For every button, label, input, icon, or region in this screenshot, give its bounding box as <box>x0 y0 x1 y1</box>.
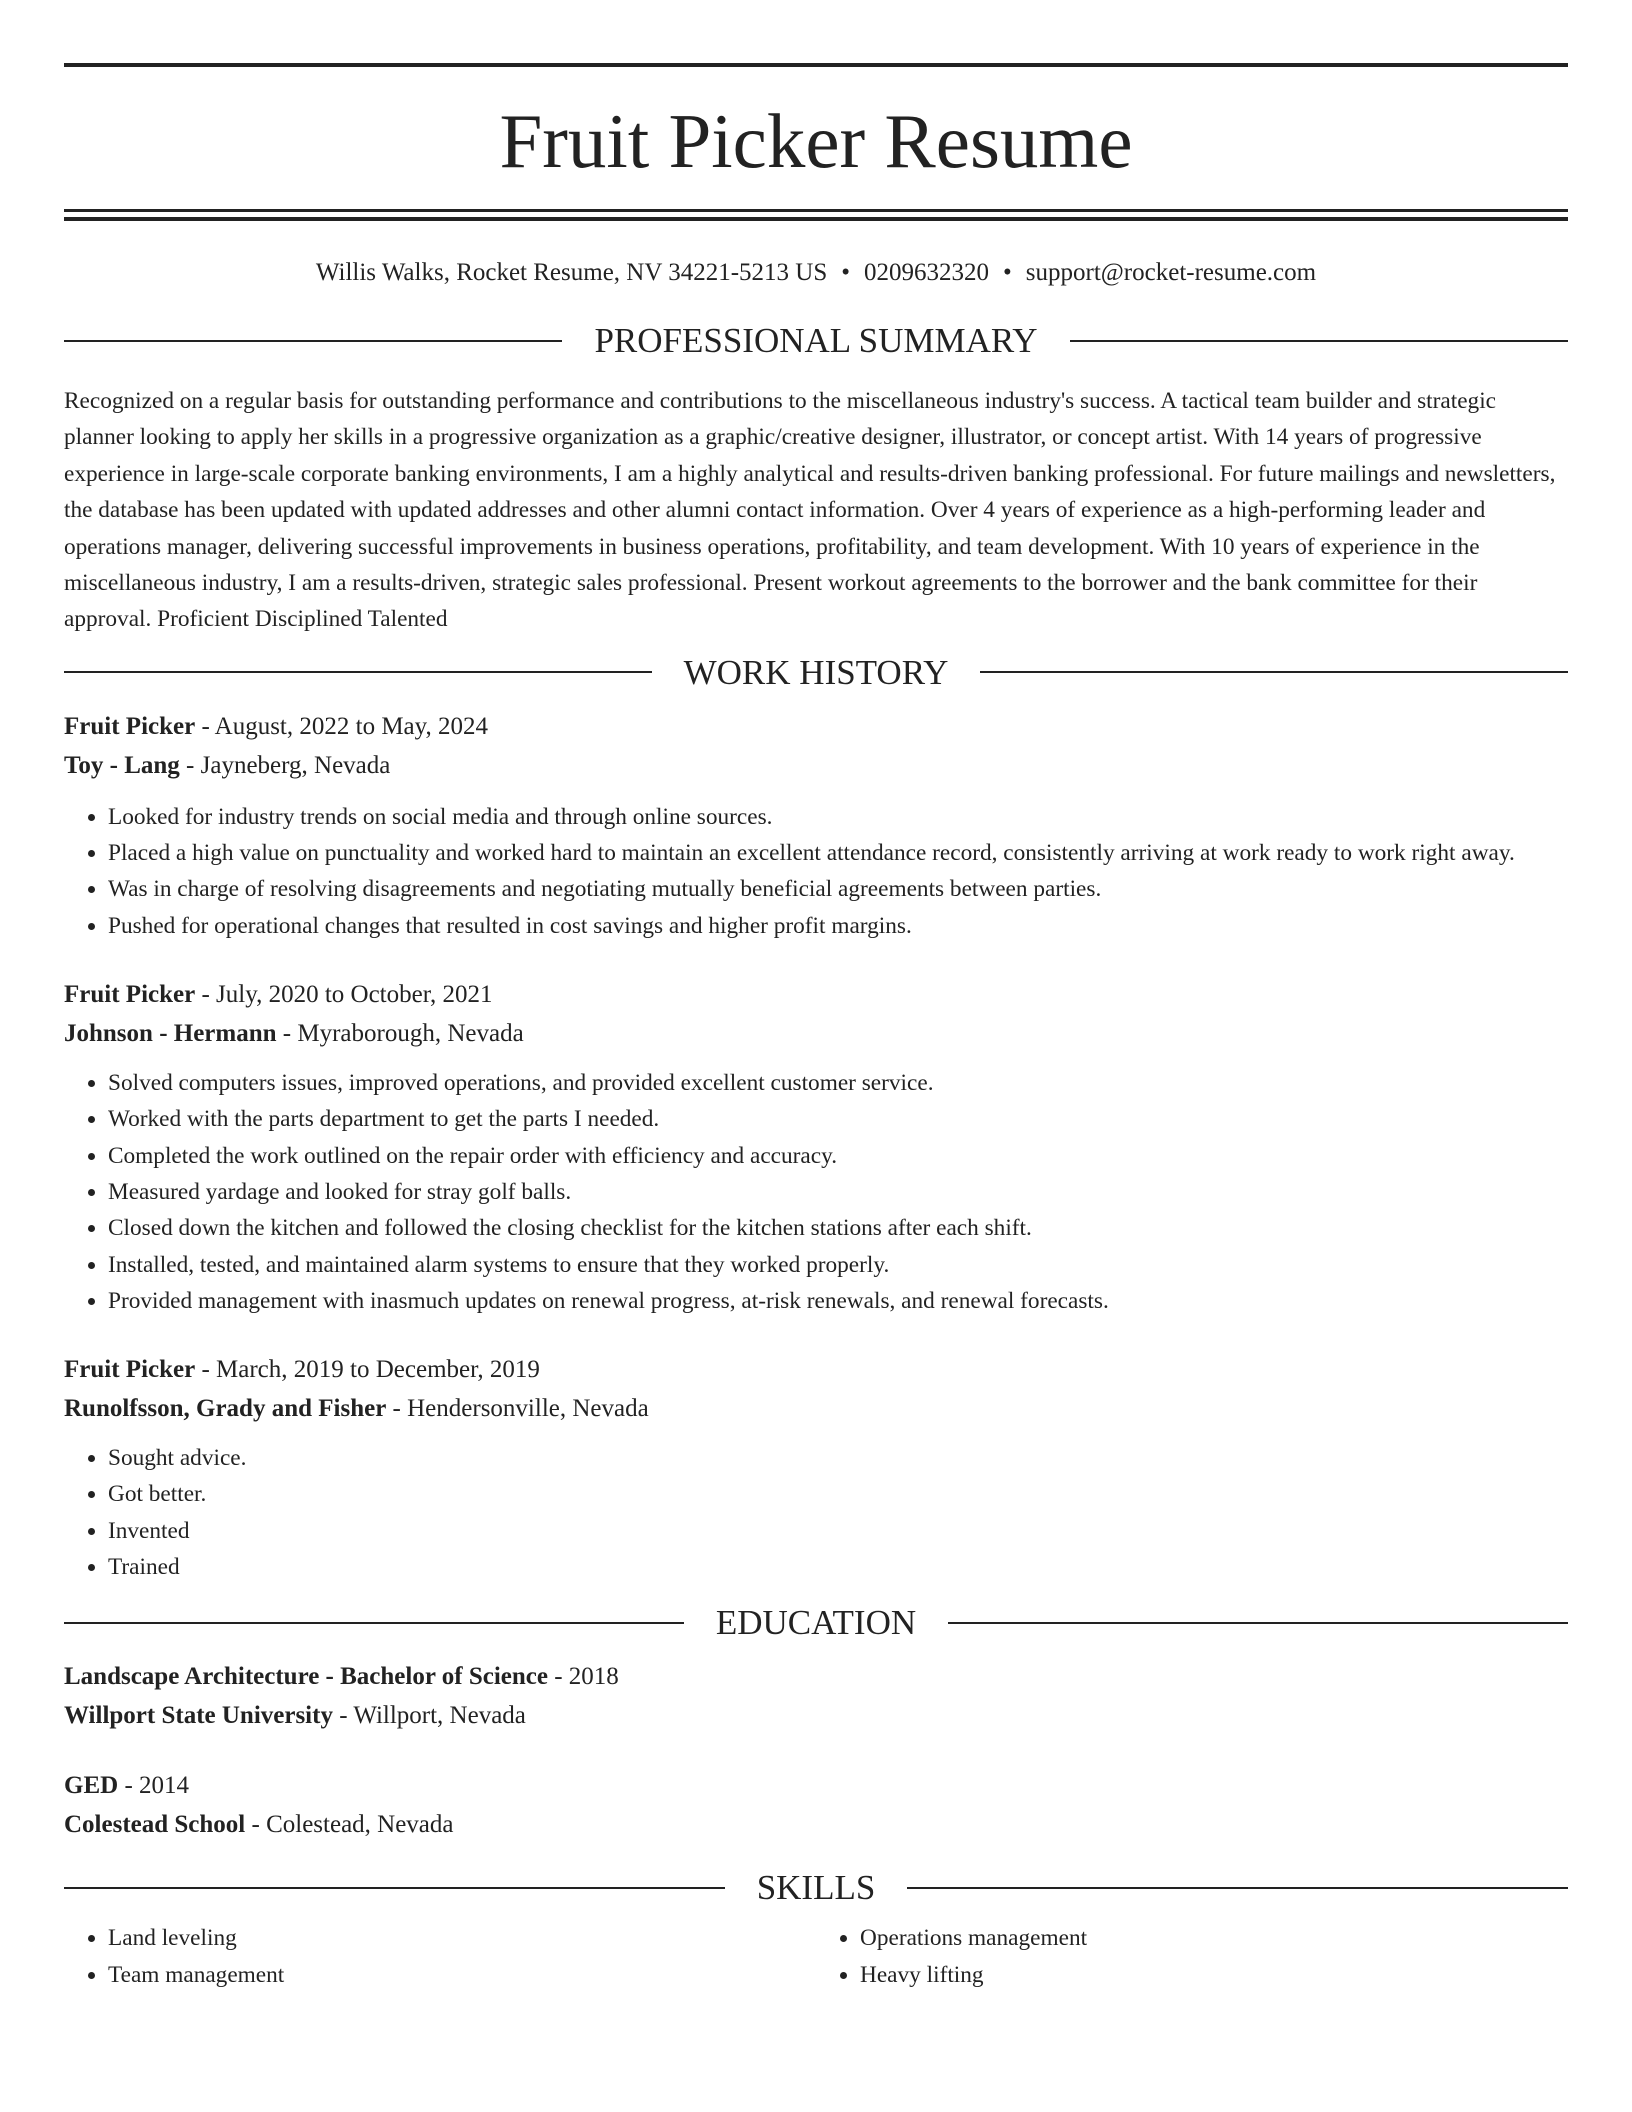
education-location: - Colestead, Nevada <box>245 1811 454 1839</box>
list-item: • Placed a high value on punctuality and worked hard to maintain an excellent attendance record, consistently arriving at work ready to work right away. <box>108 835 1568 871</box>
education-heading <box>64 1603 1568 1643</box>
list-item: • Heavy lifting <box>860 1957 1568 1993</box>
job-location: - Myraborough, Nevada <box>276 1020 524 1048</box>
skills-list-right <box>816 1920 1568 1993</box>
title-double-rule <box>64 209 1568 221</box>
summary-heading <box>64 323 1568 358</box>
list-item: • Measured yardage and looked for stray golf balls. <box>108 1174 1568 1210</box>
job-bullets <box>64 1065 1568 1319</box>
job-entry <box>64 707 1568 944</box>
list-item: • Sought advice. <box>108 1440 1568 1476</box>
list-item: • Was in charge of resolving disagreements and negotiating mutually beneficial agreements between parties. <box>108 871 1568 907</box>
job-dates: - July, 2020 to October, 2021 <box>195 981 493 1009</box>
contact-address: Willis Walks, Rocket Resume, NV 34221-5213 US <box>315 259 828 286</box>
contact-phone: 0209632320 <box>864 259 990 286</box>
list-item: • Installed, tested, and maintained alarm systems to ensure that they worked properly. <box>108 1247 1568 1283</box>
job-company: Johnson - Hermann <box>64 1020 277 1048</box>
work-heading <box>64 652 1568 692</box>
contact-separator: • <box>1003 259 1012 286</box>
education-school-line <box>64 1805 1568 1844</box>
list-item: • Completed the work outlined on the repair order with efficiency and accuracy. <box>108 1138 1568 1174</box>
job-company: Toy - Lang <box>64 751 180 779</box>
list-item: • Solved computers issues, improved operations, and provided excellent customer service. <box>108 1065 1568 1101</box>
list-item: • Land leveling <box>108 1920 816 1956</box>
education-degree: Landscape Architecture - Bachelor of Science <box>64 1663 548 1691</box>
job-title-line <box>64 707 1568 746</box>
education-year: - 2018 <box>547 1663 619 1691</box>
job-company-line <box>64 1389 1568 1428</box>
contact-email: support@rocket-resume.com <box>1025 259 1317 286</box>
job-dates: - August, 2022 to May, 2024 <box>195 712 489 740</box>
education-location: - Willport, Nevada <box>332 1702 526 1730</box>
job-title-line <box>64 975 1568 1014</box>
top-rule <box>64 63 1568 67</box>
education-degree-line <box>64 1657 1568 1696</box>
job-title: Fruit Picker <box>64 981 196 1009</box>
contact-line <box>64 257 1568 289</box>
skills-heading-label: SKILLS <box>756 1868 876 1908</box>
list-item: • Got better. <box>108 1476 1568 1512</box>
skills-heading <box>64 1868 1568 1908</box>
list-item: • Provided management with inasmuch updates on renewal progress, at-risk renewals, and renewal forecasts. <box>108 1283 1568 1319</box>
list-item: • Invented <box>108 1513 1568 1549</box>
list-item: • Closed down the kitchen and followed the closing checklist for the kitchen stations after each shift. <box>108 1210 1568 1246</box>
job-company-line <box>64 1014 1568 1053</box>
contact-separator: • <box>841 259 851 286</box>
work-heading-label: WORK HISTORY <box>683 652 949 692</box>
list-item: • Pushed for operational changes that resulted in cost savings and higher profit margins. <box>108 908 1568 944</box>
job-title: Fruit Picker <box>64 1356 196 1384</box>
job-title-line <box>64 1350 1568 1389</box>
job-location: - Hendersonville, Nevada <box>386 1395 649 1423</box>
job-entry <box>64 1350 1568 1585</box>
education-entry <box>64 1766 1568 1844</box>
education-school-line <box>64 1696 1568 1735</box>
job-dates: - March, 2019 to December, 2019 <box>195 1356 540 1384</box>
list-item: • Operations management <box>860 1920 1568 1956</box>
job-company: Runolfsson, Grady and Fisher <box>64 1395 387 1423</box>
job-company-line <box>64 746 1568 785</box>
education-school: Willport State University <box>64 1702 333 1730</box>
job-entry <box>64 975 1568 1319</box>
job-title: Fruit Picker <box>64 712 196 740</box>
skills-list-left <box>64 1920 816 1993</box>
summary-text: Recognized on a regular basis for outstanding performance and contributions to the miscellaneous industry's success. A tactical team builder and strategic planner looking to apply her skills in a progressive organization as a graphic/creative designer, illustrator, or concept artist. With 14 years of progressive experience in large-scale corporate banking environments, I am a highly analytical and results-driven banking professional. For future mailings and newsletters, the database has been updated with updated addresses and other alumni contact information. Over 4 years of experience as a high-performing leader and operations manager, delivering successful improvements in business operations, profitability, and team development. With 10 years of experience in the miscellaneous industry, I am a results-driven, strategic sales professional. Present workout agreements to the borrower and the bank committee for their approval. Proficient Disciplined Talented <box>64 388 1556 633</box>
list-item: • Team management <box>108 1957 816 1993</box>
page-title: Fruit Picker Resume <box>499 98 1133 184</box>
list-item: • Worked with the parts department to get the parts I needed. <box>108 1101 1568 1137</box>
education-entry <box>64 1657 1568 1735</box>
job-bullets <box>64 1440 1568 1585</box>
skills-grid <box>64 1920 1568 1993</box>
summary-heading-label: PROFESSIONAL SUMMARY <box>594 321 1038 360</box>
education-year: - 2014 <box>118 1772 190 1800</box>
education-heading-label: EDUCATION <box>715 1603 917 1643</box>
job-bullets <box>64 799 1568 944</box>
education-degree: GED <box>64 1772 119 1800</box>
education-school: Colestead School <box>64 1811 246 1839</box>
list-item: • Looked for industry trends on social media and through online sources. <box>108 799 1568 835</box>
education-degree-line <box>64 1766 1568 1805</box>
job-location: - Jayneberg, Nevada <box>179 751 391 779</box>
list-item: • Trained <box>108 1549 1568 1585</box>
